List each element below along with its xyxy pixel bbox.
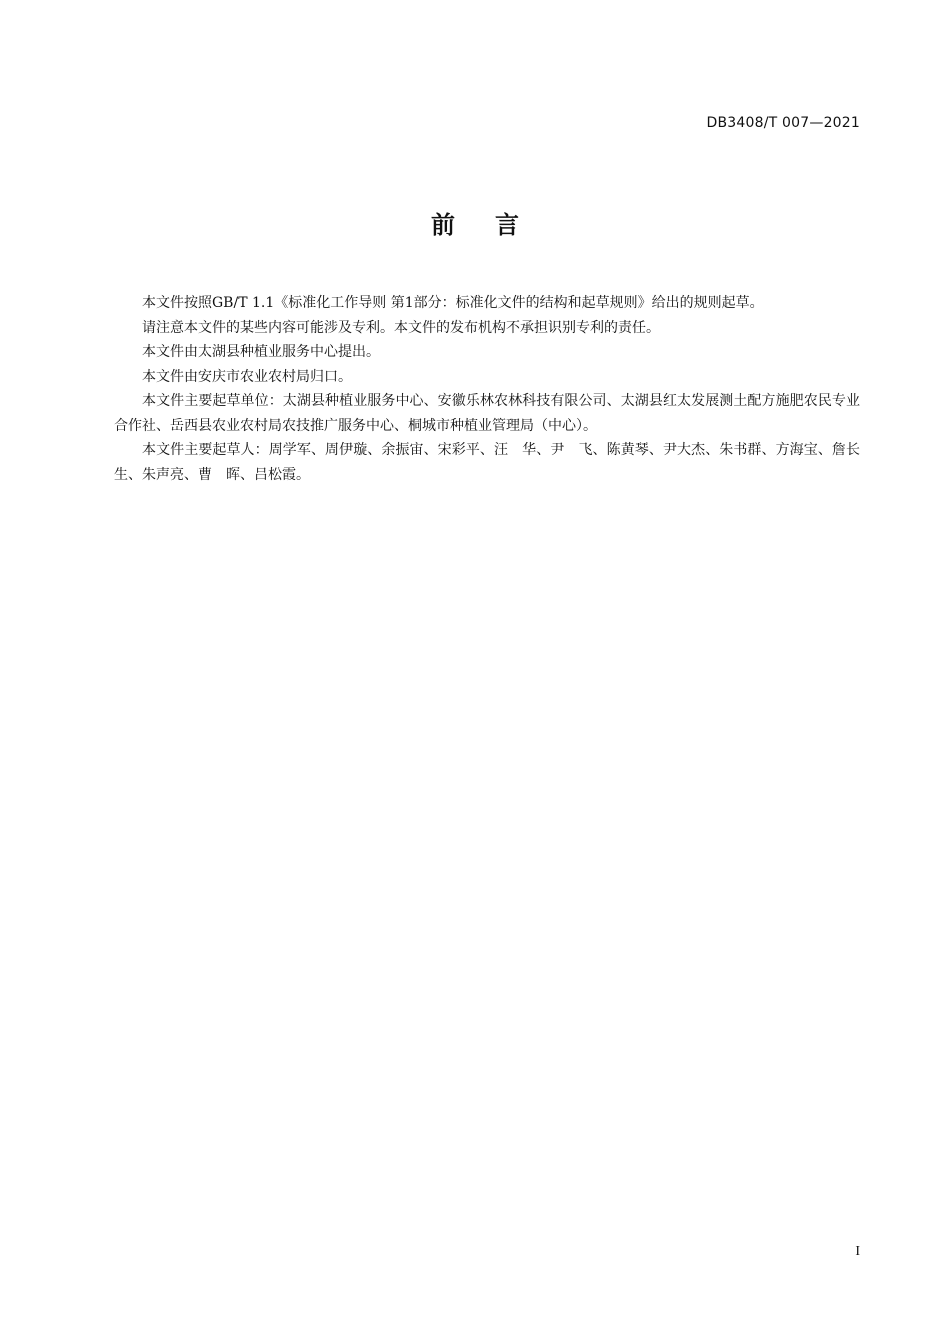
- paragraph-drafters: 本文件主要起草人：周学军、周伊璇、余振宙、宋彩平、汪 华、尹 飞、陈黄琴、尹大杰、朱书群、方海宝、詹长生、朱声亮、曹 晖、吕松霞。: [114, 442, 860, 483]
- page-number: I: [855, 1244, 860, 1259]
- paragraph-patent-notice: 请注意本文件的某些内容可能涉及专利。本文件的发布机构不承担识别专利的责任。: [142, 319, 660, 336]
- preface-body: [114, 291, 860, 487]
- paragraph-drafting-units: 本文件主要起草单位：太湖县种植业服务中心、安徽乐林农林科技有限公司、太湖县红太发展测土配方施肥农民专业合作社、岳西县农业农村局农技推广服务中心、桐城市种植业管理局（中心）。: [114, 393, 860, 434]
- page-title: 前言: [431, 211, 559, 239]
- paragraph-administrator: 本文件由安庆市农业农村局归口。: [142, 368, 352, 385]
- paragraph-drafting-rules: 本文件按照GB/T 1.1《标准化工作导则 第1部分：标准化文件的结构和起草规则》给出的规则起草。: [142, 295, 764, 311]
- paragraph-proposer: 本文件由太湖县种植业服务中心提出。: [142, 344, 380, 360]
- document-code: DB3408/T 007—2021: [706, 115, 860, 131]
